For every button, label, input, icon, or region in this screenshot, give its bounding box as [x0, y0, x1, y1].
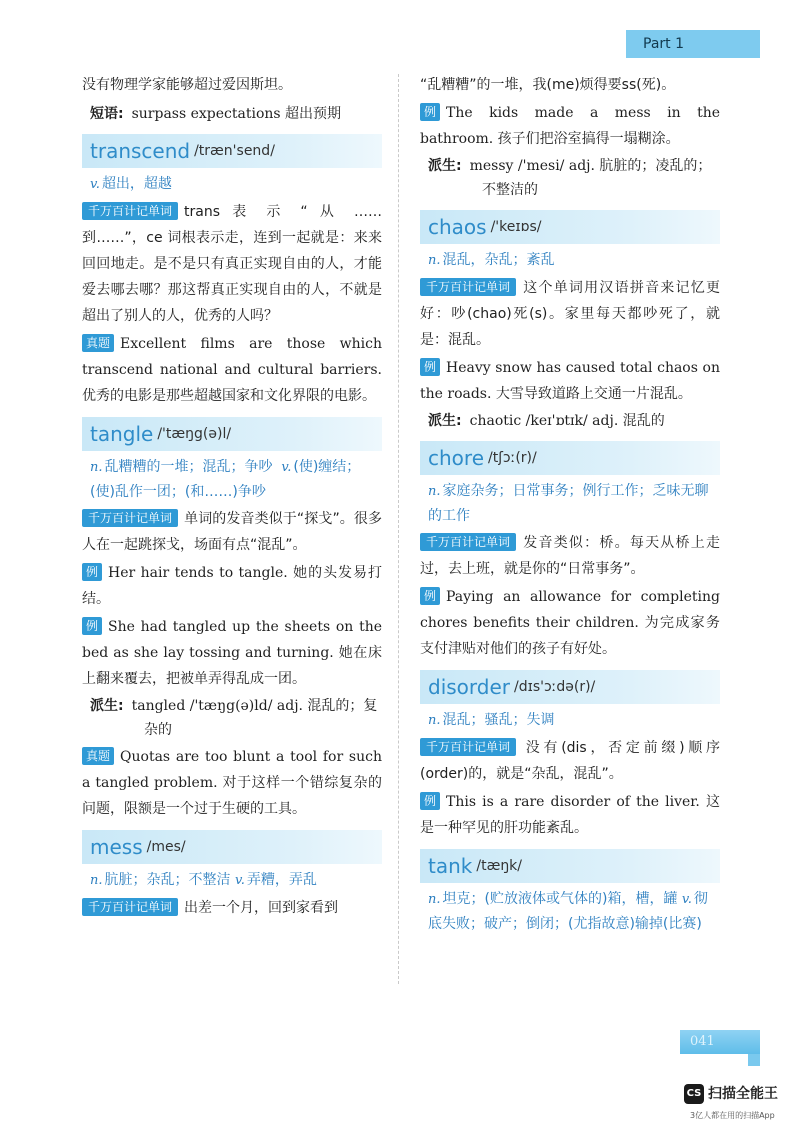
right-column [420, 72, 720, 936]
derivative-label: 派生: [428, 413, 462, 429]
definition-text: 混乱；骚乱；失调 [442, 712, 555, 728]
part-of-speech: n. [90, 460, 103, 475]
example-tag: 例 [420, 358, 440, 376]
memory-tip [420, 530, 720, 582]
phonetic: /tæŋk/ [476, 858, 523, 874]
example-sentence [420, 584, 720, 662]
phonetic: /tʃɔː(r)/ [488, 450, 537, 466]
part-of-speech: v. [90, 177, 100, 192]
memory-text: 没有(dis，否定前缀)顺序(order)的，就是“杂乱，混乱”。 [420, 740, 720, 782]
part-of-speech: n. [90, 873, 103, 888]
definition [420, 248, 720, 273]
derivative-text: tangled /'tæŋg(ə)ld/ adj. 混乱的；复 [131, 698, 378, 714]
derivative [420, 409, 720, 433]
definition-text: 超出，超越 [101, 176, 172, 192]
definition-text: 弄糟，弄乱 [246, 872, 317, 888]
exam-text: Excellent films are those which transcend national and cultural barriers. 优秀的电影是那些超越国家和文化界限的电影。 [82, 336, 382, 404]
example-sentence [82, 560, 382, 612]
memory-tag: 千万百计记单词 [420, 533, 516, 551]
memory-text: 单词的发音类似于“探戈”。很多人在一起跳探戈，场面有点“混乱”。 [82, 511, 382, 553]
definition-text: (使)缠结；(使)乱作一团；(和……)争吵 [90, 459, 361, 500]
entry-header-tangle [82, 417, 382, 451]
example-text: This is a rare disorder of the liver. 这是一种罕见的肝功能紊乱。 [420, 794, 720, 836]
example-text: Heavy snow has caused total chaos on the roads. 大雪导致道路上交通一片混乱。 [420, 360, 720, 402]
example-text: Her hair tends to tangle. 她的头发易打结。 [82, 565, 382, 607]
definition-text: 彻底失败；破产；倒闭；(尤指故意)输掉(比赛) [428, 891, 708, 932]
derivative [82, 694, 382, 742]
headword: tank [428, 854, 473, 878]
phrase-label: 短语: [90, 106, 124, 122]
example-sentence [420, 355, 720, 407]
left-column [82, 72, 382, 921]
derivative-label: 派生: [90, 698, 124, 714]
exam-tag: 真题 [82, 747, 114, 765]
memory-tag: 千万百计记单词 [420, 738, 516, 756]
part-of-speech: n. [428, 892, 441, 907]
part-of-speech: v. [281, 460, 292, 475]
definition [420, 887, 720, 936]
phonetic: /dɪs'ɔːdə(r)/ [514, 679, 596, 695]
scanner-app-name: 扫描全能王 [708, 1086, 778, 1102]
phrase-line [82, 102, 382, 126]
example-sentence [420, 100, 720, 152]
page-tab-stub [748, 1054, 760, 1066]
definition-text: 家庭杂务；日常事务；例行工作；乏味无聊的工作 [428, 483, 709, 524]
definition [82, 172, 382, 197]
derivative [420, 154, 720, 202]
entry-header-transcend [82, 134, 382, 168]
entry-header-chore [420, 441, 720, 475]
memory-tag: 千万百计记单词 [82, 202, 178, 220]
definition [82, 868, 382, 893]
headword: disorder [428, 675, 511, 699]
example-sentence [82, 614, 382, 692]
derivative-text-cont: 不整洁的 [482, 182, 538, 198]
phonetic: /mes/ [146, 839, 186, 855]
exam-text: Quotas are too blunt a tool for such a tangled problem. 对于这样一个错综复杂的问题，限额是一个过于生硬的工具。 [82, 749, 382, 817]
definition-text: 肮脏；杂乱；不整洁 [104, 872, 231, 888]
example-sentence [420, 789, 720, 841]
memory-tip [82, 506, 382, 558]
example-tag: 例 [420, 587, 440, 605]
definition-text: 坦克；(贮放液体或气体的)箱，槽，罐 [442, 891, 678, 907]
part-of-speech: n. [428, 253, 441, 268]
exam-sentence [82, 744, 382, 822]
memory-tag: 千万百计记单词 [420, 278, 516, 296]
exam-tag: 真题 [82, 334, 114, 352]
definition [420, 479, 720, 528]
derivative-label: 派生: [428, 158, 462, 174]
example-text: Paying an allowance for completing chores benefits their children. 为完成家务支付津贴对他们的孩子有好处。 [420, 589, 720, 657]
derivative-text: messy /'mesi/ adj. 肮脏的；凌乱的； [469, 158, 712, 174]
example-text: She had tangled up the sheets on the bed as she lay tossing and turning. 她在床上翻来覆去，把被单弄得乱成一团。 [82, 619, 382, 687]
entry-header-tank [420, 849, 720, 883]
derivative-text-cont: 杂的 [144, 722, 172, 738]
memory-text-cont: “乱糟糟”的一堆，我(me)烦得要ss(死)。 [420, 77, 676, 93]
headword: tangle [90, 422, 154, 446]
memory-tip [82, 895, 382, 921]
memory-tag: 千万百计记单词 [82, 898, 178, 916]
headword: chore [428, 446, 484, 470]
memory-tip [82, 199, 382, 329]
memory-text: 这个单词用汉语拼音来记忆更好：吵(chao)死(s)。家里每天都吵死了，就是：混乱。 [420, 280, 720, 348]
memory-text: 发音类似：桥。每天从桥上走过，去上班，就是你的“日常事务”。 [420, 535, 720, 577]
column-divider [398, 74, 399, 984]
headword: chaos [428, 215, 487, 239]
memory-tip [420, 275, 720, 353]
entry-header-chaos [420, 210, 720, 244]
phonetic: /'keɪɒs/ [490, 219, 542, 235]
example-tag: 例 [420, 792, 440, 810]
definition [420, 708, 720, 733]
example-tag: 例 [82, 563, 102, 581]
memory-tag: 千万百计记单词 [82, 509, 178, 527]
phonetic: /træn'send/ [194, 143, 275, 159]
headword: transcend [90, 139, 191, 163]
part-of-speech: n. [428, 713, 441, 728]
phonetic: /'tæŋg(ə)l/ [157, 426, 232, 442]
exam-sentence [82, 331, 382, 409]
memory-text: trans 表 示 “ 从 …… 到……”，ce 词根表示走，连到一起就是：来来回回地走。是不是只有真正实现自由的人，才能爱去哪去哪？那这帮真正实现自由的人，不就是超出了别人的人，优秀的人吗？ [82, 204, 382, 324]
example-tag: 例 [420, 103, 440, 121]
part-of-speech: v. [234, 873, 245, 888]
entry-header-disorder [420, 670, 720, 704]
scanner-logo-icon: CS [684, 1084, 704, 1104]
definition [82, 455, 382, 504]
intro-line: 没有物理学家能够超过爱因斯坦。 [82, 77, 292, 93]
headword: mess [90, 835, 143, 859]
derivative-text: chaotic /keɪ'ɒtɪk/ adj. 混乱的 [469, 413, 665, 429]
definition-text: 乱糟糟的一堆；混乱；争吵 [104, 459, 273, 475]
entry-header-mess [82, 830, 382, 864]
memory-text: 出差一个月，回到家看到 [184, 900, 339, 916]
part-of-speech: v. [681, 892, 692, 907]
part-label: Part 1 [626, 30, 760, 58]
example-tag: 例 [82, 617, 102, 635]
page-number: 041 [680, 1030, 760, 1054]
memory-tip [420, 735, 720, 787]
definition-text: 混乱，杂乱；紊乱 [442, 252, 555, 268]
example-text: The kids made a mess in the bathroom. 孩子们把浴室搞得一塌糊涂。 [420, 105, 720, 147]
scanner-tagline: 3亿人都在用的扫描App [690, 1111, 775, 1120]
phrase-text: surpass expectations 超出预期 [131, 106, 342, 122]
part-of-speech: n. [428, 484, 441, 499]
